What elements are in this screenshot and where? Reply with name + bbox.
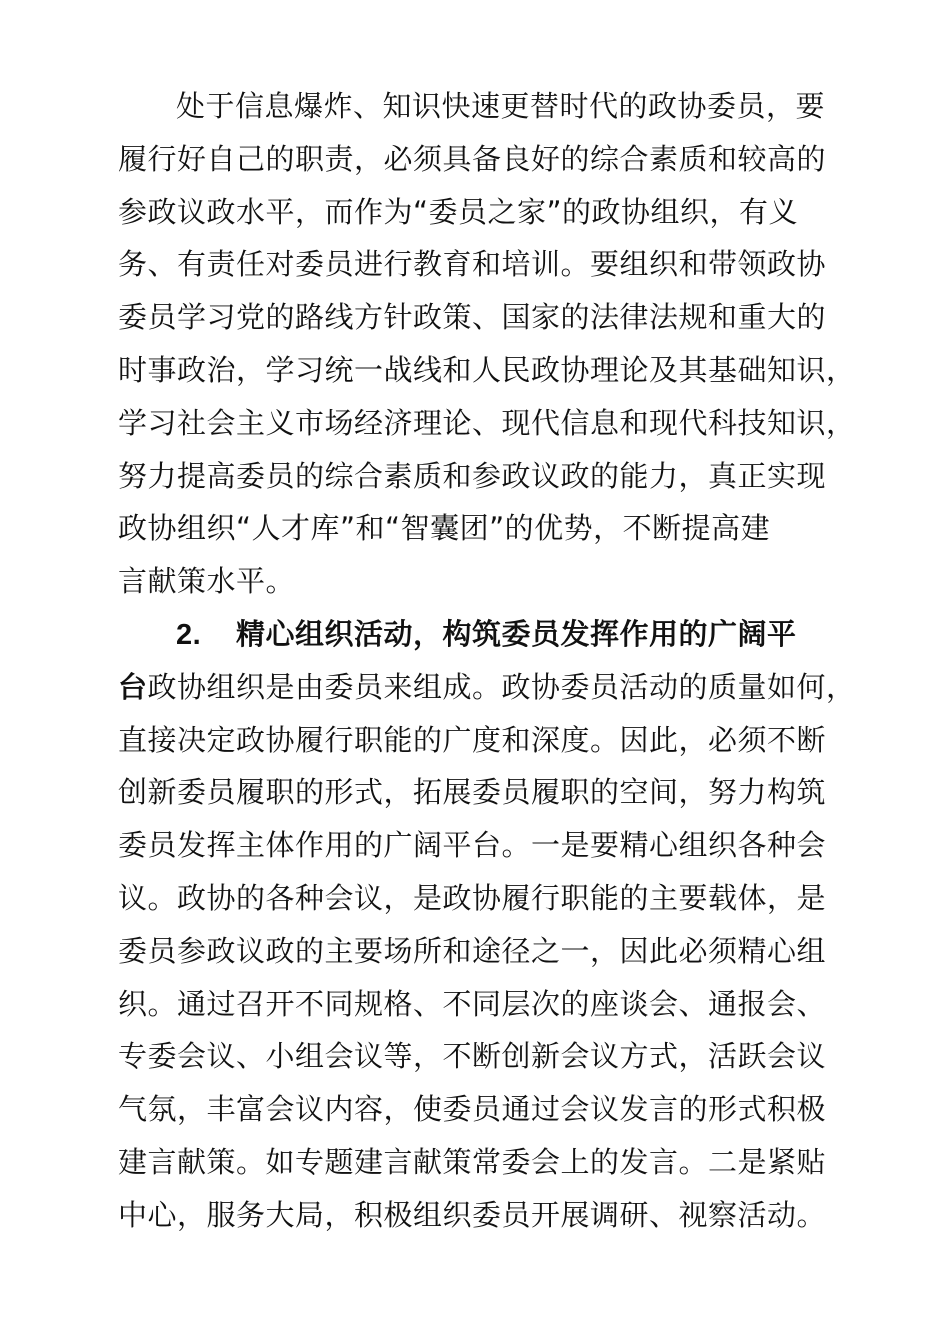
paragraph-line: 织。通过召开不同规格、不同层次的座谈会、通报会、 (118, 986, 827, 1021)
paragraph-line: 中心，服务大局，积极组织委员开展调研、视察活动。 (118, 1197, 827, 1232)
paragraph-line: 专委会议、小组会议等，不断创新会议方式，活跃会议 (118, 1039, 827, 1074)
paragraph-line: 努力提高委员的综合素质和参政议政的能力，真正实现 (118, 458, 827, 493)
paragraph-line: 务、有责任对委员进行教育和培训。要组织和带领政协 (118, 247, 827, 282)
paragraph-line: 参政议政水平，而作为“委员之家”的政协组织，有义 (118, 194, 799, 229)
paragraph-line: 时事政治，学习统一战线和人民政协理论及其基础知识， (118, 352, 856, 387)
section-heading-tail: 台 (118, 669, 148, 704)
paragraph-1 (118, 80, 856, 608)
paragraph-line: 创新委员履职的形式，拓展委员履职的空间，努力构筑 (118, 775, 827, 810)
section-heading (118, 608, 833, 661)
section-number: 2. (176, 618, 202, 651)
section-2 (118, 608, 856, 1242)
document-body (118, 80, 856, 1242)
paragraph-line: 言献策水平。 (118, 564, 296, 599)
section-first-line (118, 661, 856, 714)
section-body-first: 政协组织是由委员来组成。政协委员活动的质量如何， (147, 669, 856, 704)
paragraph-line: 建言献策。如专题建言献策常委会上的发言。二是紧贴 (118, 1144, 827, 1179)
paragraph-line: 学习社会主义市场经济理论、现代信息和现代科技知识， (118, 405, 856, 440)
paragraph-line: 处于信息爆炸、知识快速更替时代的政协委员，要 (176, 89, 826, 123)
paragraph-line: 委员学习党的路线方针政策、国家的法律法规和重大的 (118, 300, 827, 335)
paragraph-line: 委员参政议政的主要场所和途径之一，因此必须精心组 (118, 933, 827, 968)
paragraph-line: 议。政协的各种会议，是政协履行职能的主要载体，是 (118, 880, 827, 915)
paragraph-line: 气氛，丰富会议内容，使委员通过会议发言的形式积极 (118, 1092, 827, 1127)
paragraph-line: 直接决定政协履行职能的广度和深度。因此，必须不断 (118, 722, 827, 757)
section-heading-text: 精心组织活动，构筑委员发挥作用的广阔平 (236, 616, 797, 651)
paragraph-line: 政协组织“人才库”和“智囊团”的优势，不断提高建 (118, 511, 771, 546)
paragraph-line: 委员发挥主体作用的广阔平台。一是要精心组织各种会 (118, 828, 827, 863)
paragraph-line: 履行好自己的职责，必须具备良好的综合素质和较高的 (118, 141, 827, 176)
